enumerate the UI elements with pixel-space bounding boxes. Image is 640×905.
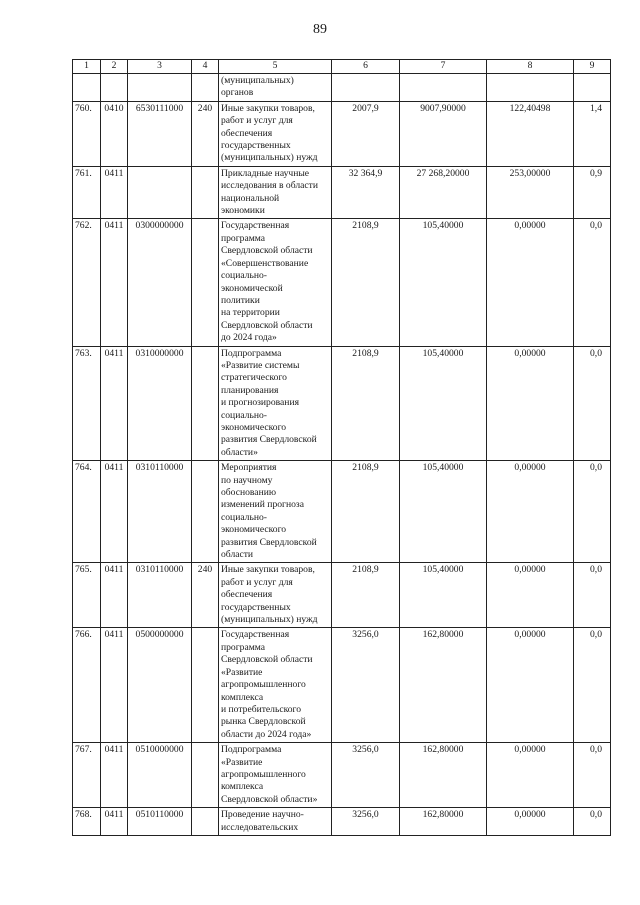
column-8-amount: 0,00000: [487, 808, 574, 836]
column-header: 9: [574, 60, 611, 74]
column-header: 6: [332, 60, 400, 74]
column-header: 5: [219, 60, 332, 74]
column-header: 4: [192, 60, 219, 74]
item-name: Прикладные научные исследования в области национальной экономики: [219, 166, 332, 219]
executed-amount: [400, 74, 487, 102]
row-number: 766.: [73, 628, 101, 743]
expense-type-code: 240: [192, 563, 219, 628]
row-number: 760.: [73, 101, 101, 166]
target-code: 0310110000: [128, 461, 192, 563]
item-name: Проведение научно- исследовательских: [219, 808, 332, 836]
item-name: Государственная программа Свердловской области «Развитие агропромышленного комплекса и потребительского рынка Свердловской области до 2024 года»: [219, 628, 332, 743]
column-8-amount: 0,00000: [487, 346, 574, 461]
approved-amount: 3256,0: [332, 743, 400, 808]
expense-type-code: [192, 74, 219, 102]
column-header: 7: [400, 60, 487, 74]
percent-value: 0,9: [574, 166, 611, 219]
expense-type-code: [192, 346, 219, 461]
executed-amount: 162,80000: [400, 808, 487, 836]
section-code: 0411: [101, 628, 128, 743]
executed-amount: 27 268,20000: [400, 166, 487, 219]
executed-amount: 9007,90000: [400, 101, 487, 166]
item-name: Иные закупки товаров, работ и услуг для обеспечения государственных (муниципальных) нужд: [219, 563, 332, 628]
column-8-amount: 0,00000: [487, 563, 574, 628]
approved-amount: 2007,9: [332, 101, 400, 166]
executed-amount: 105,40000: [400, 461, 487, 563]
row-number: 762.: [73, 219, 101, 346]
item-name: Подпрограмма «Развитие системы стратегического планирования и прогнозирования социально- экономического развития Свердловской области»: [219, 346, 332, 461]
target-code: [128, 166, 192, 219]
column-number-row: [73, 60, 611, 74]
section-code: 0410: [101, 101, 128, 166]
percent-value: 0,0: [574, 808, 611, 836]
column-8-amount: 122,40498: [487, 101, 574, 166]
table-row: [73, 166, 611, 219]
approved-amount: 3256,0: [332, 808, 400, 836]
target-code: 0510000000: [128, 743, 192, 808]
section-code: 0411: [101, 461, 128, 563]
approved-amount: 2108,9: [332, 461, 400, 563]
expense-type-code: 240: [192, 101, 219, 166]
executed-amount: 162,80000: [400, 743, 487, 808]
percent-value: 0,0: [574, 461, 611, 563]
target-code: [128, 74, 192, 102]
table-row: [73, 346, 611, 461]
approved-amount: 32 364,9: [332, 166, 400, 219]
table-row: [73, 219, 611, 346]
row-number: 764.: [73, 461, 101, 563]
expense-type-code: [192, 808, 219, 836]
percent-value: 0,0: [574, 563, 611, 628]
row-number: [73, 74, 101, 102]
table-row: [73, 743, 611, 808]
percent-value: 0,0: [574, 346, 611, 461]
table-row: [73, 74, 611, 102]
item-name: (муниципальных) органов: [219, 74, 332, 102]
expense-type-code: [192, 166, 219, 219]
column-8-amount: 0,00000: [487, 628, 574, 743]
target-code: 0500000000: [128, 628, 192, 743]
section-code: 0411: [101, 808, 128, 836]
section-code: 0411: [101, 346, 128, 461]
row-number: 767.: [73, 743, 101, 808]
column-header: 8: [487, 60, 574, 74]
executed-amount: 162,80000: [400, 628, 487, 743]
column-8-amount: [487, 74, 574, 102]
budget-table: [72, 59, 611, 836]
table-row: [73, 101, 611, 166]
target-code: 0300000000: [128, 219, 192, 346]
section-code: [101, 74, 128, 102]
approved-amount: 2108,9: [332, 563, 400, 628]
expense-type-code: [192, 743, 219, 808]
target-code: 0510110000: [128, 808, 192, 836]
table-row: [73, 461, 611, 563]
item-name: Мероприятия по научному обоснованию изменений прогноза социально- экономического развития Свердловской области: [219, 461, 332, 563]
row-number: 763.: [73, 346, 101, 461]
percent-value: 1,4: [574, 101, 611, 166]
expense-type-code: [192, 219, 219, 346]
approved-amount: [332, 74, 400, 102]
row-number: 761.: [73, 166, 101, 219]
percent-value: 0,0: [574, 219, 611, 346]
target-code: 0310000000: [128, 346, 192, 461]
percent-value: [574, 74, 611, 102]
target-code: 0310110000: [128, 563, 192, 628]
page-number: 89: [313, 22, 327, 37]
table-row: [73, 808, 611, 836]
executed-amount: 105,40000: [400, 346, 487, 461]
table-row: [73, 628, 611, 743]
section-code: 0411: [101, 219, 128, 346]
column-8-amount: 0,00000: [487, 461, 574, 563]
column-8-amount: 0,00000: [487, 743, 574, 808]
item-name: Подпрограмма «Развитие агропромышленного комплекса Свердловской области»: [219, 743, 332, 808]
column-8-amount: 253,00000: [487, 166, 574, 219]
section-code: 0411: [101, 166, 128, 219]
approved-amount: 2108,9: [332, 219, 400, 346]
section-code: 0411: [101, 743, 128, 808]
column-8-amount: 0,00000: [487, 219, 574, 346]
item-name: Иные закупки товаров, работ и услуг для обеспечения государственных (муниципальных) нужд: [219, 101, 332, 166]
column-header: 1: [73, 60, 101, 74]
row-number: 765.: [73, 563, 101, 628]
executed-amount: 105,40000: [400, 563, 487, 628]
section-code: 0411: [101, 563, 128, 628]
column-header: 2: [101, 60, 128, 74]
executed-amount: 105,40000: [400, 219, 487, 346]
percent-value: 0,0: [574, 743, 611, 808]
item-name: Государственная программа Свердловской области «Совершенствование социально- экономической политики на территории Свердловской области до 2024 года»: [219, 219, 332, 346]
column-header: 3: [128, 60, 192, 74]
approved-amount: 3256,0: [332, 628, 400, 743]
approved-amount: 2108,9: [332, 346, 400, 461]
row-number: 768.: [73, 808, 101, 836]
expense-type-code: [192, 628, 219, 743]
expense-type-code: [192, 461, 219, 563]
table-row: [73, 563, 611, 628]
percent-value: 0,0: [574, 628, 611, 743]
target-code: 6530111000: [128, 101, 192, 166]
